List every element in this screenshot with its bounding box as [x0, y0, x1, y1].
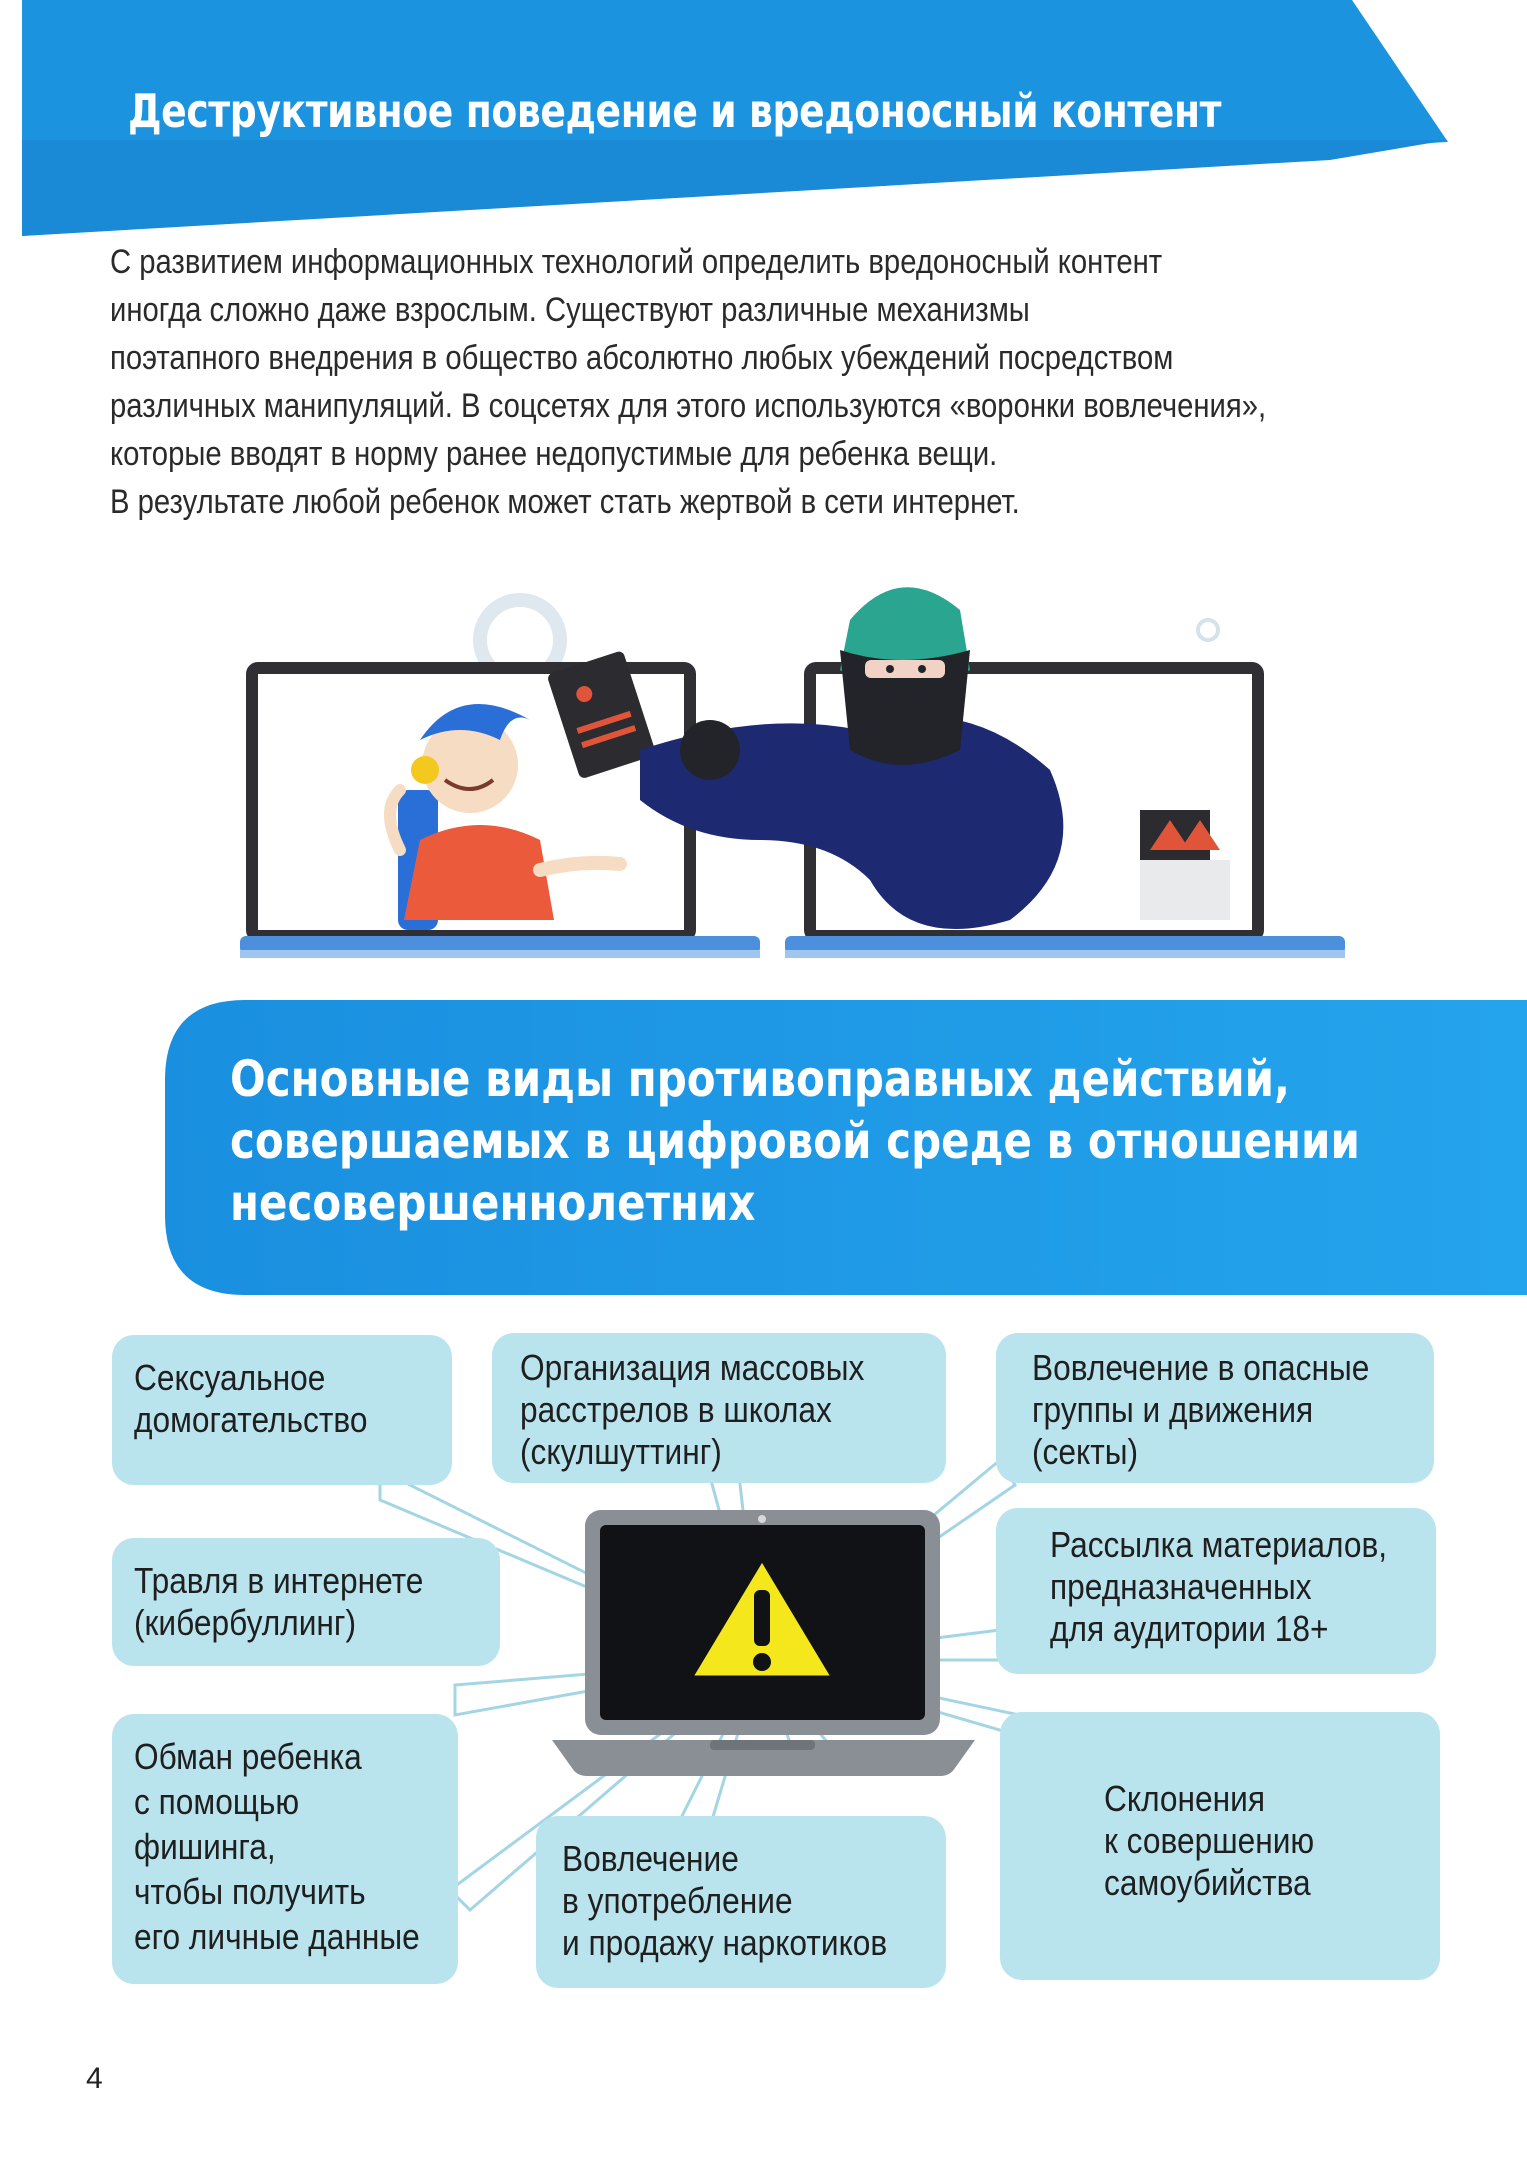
callout-line: группы и движения [1032, 1389, 1314, 1430]
intro-line: иногда сложно даже взрослым. Существуют различные механизмы [110, 291, 1030, 329]
callout-line: предназначенных [1050, 1566, 1312, 1607]
callout-line: (кибербуллинг) [134, 1602, 356, 1643]
callout-line: расстрелов в школах [520, 1389, 832, 1430]
callout-line: для аудитории 18+ [1050, 1608, 1329, 1649]
callout-line: и продажу наркотиков [562, 1922, 888, 1963]
callout-line: Травля в интернете [134, 1560, 424, 1601]
callout-drugs [536, 1816, 946, 1988]
callout-line: самоубийства [1104, 1862, 1311, 1903]
callout-school-shootings [492, 1333, 946, 1483]
callout-suicide [1000, 1712, 1440, 1980]
callout-adult-content [996, 1508, 1436, 1674]
section-title [230, 1048, 1406, 1234]
callout-line: (секты) [1032, 1431, 1139, 1472]
callout-line: чтобы получить [134, 1871, 366, 1912]
callout-sects [996, 1333, 1434, 1483]
intro-line: поэтапного внедрения в общество абсолютно любых убеждений посредством [110, 339, 1174, 377]
callout-line: с помощью [134, 1781, 300, 1822]
callout-line: его личные данные [134, 1916, 420, 1957]
callout-line: Обман ребенка [134, 1736, 362, 1777]
callout-line: Рассылка материалов, [1050, 1524, 1388, 1565]
intro-line: В результате любой ребенок может стать жертвой в сети интернет. [110, 483, 1020, 521]
callout-line: Вовлечение [562, 1838, 739, 1879]
page-number: 4 [86, 2062, 103, 2095]
intro-line: различных манипуляций. В соцсетях для этого используются «воронки вовлечения», [110, 387, 1267, 425]
section-title-line: Основные виды противоправных действий, [230, 1050, 1291, 1108]
intro-line: С развитием информационных технологий определить вредоносный контент [110, 243, 1163, 281]
callout-line: Вовлечение в опасные [1032, 1347, 1370, 1388]
intro-line: которые вводят в норму ранее недопустимые для ребенка вещи. [110, 435, 998, 473]
callout-harassment [112, 1335, 452, 1485]
callout-line: в употребление [562, 1880, 793, 1921]
callout-line: к совершению [1104, 1820, 1315, 1861]
callout-line: Склонения [1104, 1778, 1266, 1819]
callout-line: домогательство [134, 1399, 368, 1440]
cyber-threat-illustration [240, 560, 1390, 980]
callout-phishing [112, 1714, 458, 1984]
callout-line: (скулшуттинг) [520, 1431, 722, 1472]
dot-icon [1198, 620, 1218, 640]
callout-line: фишинга, [134, 1826, 276, 1867]
callout-line: Сексуальное [134, 1357, 326, 1398]
callout-line: Организация массовых [520, 1347, 865, 1388]
callout-cyberbullying [112, 1538, 500, 1666]
page-title: Деструктивное поведение и вредоносный контент [128, 84, 1222, 138]
section-title-line: совершаемых в цифровой среде в отношении [230, 1112, 1360, 1170]
intro-paragraph [110, 238, 1331, 526]
section-title-line: несовершеннолетних [230, 1174, 756, 1232]
